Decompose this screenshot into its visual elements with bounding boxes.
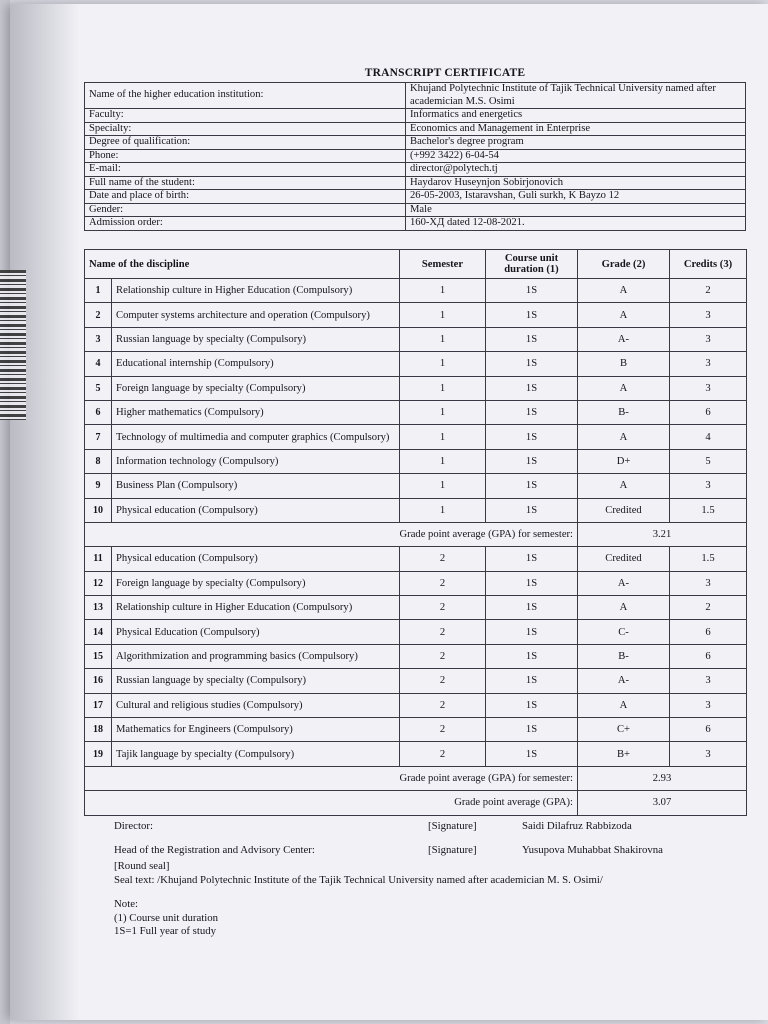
course-duration: 1S [486,620,578,644]
course-credits: 3 [670,376,747,400]
course-grade: B [578,352,670,376]
course-name: Cultural and religious studies (Compulsory) [112,693,400,717]
course-row [85,644,747,668]
course-duration: 1S [486,498,578,522]
course-semester: 1 [400,376,486,400]
signature-row-director [114,820,754,844]
course-duration: 1S [486,474,578,498]
course-row [85,596,747,620]
info-value: 160-ХД dated 12-08-2021. [406,217,746,231]
course-row [85,547,747,571]
course-grade: C- [578,620,670,644]
course-number: 8 [85,449,112,473]
course-credits: 3 [670,474,747,498]
course-number: 15 [85,644,112,668]
course-credits: 6 [670,620,747,644]
course-credits: 4 [670,425,747,449]
course-number: 17 [85,693,112,717]
course-name: Physical education (Compulsory) [112,498,400,522]
signatory-name: Yusupova Muhabbat Shakirovna [522,844,663,856]
course-name: Relationship culture in Higher Education (Compulsory) [112,596,400,620]
course-semester: 1 [400,449,486,473]
course-row [85,693,747,717]
course-grade: A [578,425,670,449]
course-semester: 1 [400,303,486,327]
course-duration: 1S [486,644,578,668]
course-name: Technology of multimedia and computer graphics (Compulsory) [112,425,400,449]
course-row [85,742,747,766]
course-row [85,474,747,498]
course-grade: A [578,474,670,498]
course-name: Mathematics for Engineers (Compulsory) [112,718,400,742]
gpa-row [85,766,747,790]
info-row [85,163,746,177]
course-credits: 1.5 [670,498,747,522]
info-label: Degree of qualification: [85,136,406,150]
header-grade: Grade (2) [578,250,670,279]
course-credits: 3 [670,742,747,766]
info-value: Economics and Management in Enterprise [406,122,746,136]
gpa-label: Grade point average (GPA): [85,791,578,815]
student-info-table [84,82,746,231]
course-credits: 6 [670,718,747,742]
course-credits: 3 [670,693,747,717]
course-row [85,620,747,644]
course-number: 16 [85,669,112,693]
course-credits: 3 [670,352,747,376]
info-value: Khujand Polytechnic Institute of Tajik Technical University named after academician M.S. Osimi [406,83,746,109]
info-value: Haydarov Huseynjon Sobirjonovich [406,176,746,190]
course-duration: 1S [486,400,578,424]
grades-header-row [85,250,747,279]
signature-role: Head of the Registration and Advisory Center: [114,844,315,856]
course-grade: B- [578,400,670,424]
course-row [85,400,747,424]
info-label: Name of the higher education institution: [85,83,406,109]
course-row [85,352,747,376]
course-name: Relationship culture in Higher Education (Compulsory) [112,279,400,303]
course-semester: 2 [400,620,486,644]
course-semester: 2 [400,669,486,693]
course-row [85,425,747,449]
header-semester: Semester [400,250,486,279]
course-name: Business Plan (Compulsory) [112,474,400,498]
gpa-value: 3.07 [578,791,747,815]
course-semester: 1 [400,400,486,424]
course-grade: A- [578,669,670,693]
info-row [85,217,746,231]
info-value: Informatics and energetics [406,109,746,123]
course-row [85,449,747,473]
course-credits: 3 [670,327,747,351]
course-name: Physical education (Compulsory) [112,547,400,571]
scan-shadow [10,4,80,1020]
info-label: Admission order: [85,217,406,231]
info-row [85,122,746,136]
course-semester: 1 [400,474,486,498]
course-semester: 2 [400,718,486,742]
course-duration: 1S [486,718,578,742]
gpa-label: Grade point average (GPA) for semester: [85,522,578,546]
course-duration: 1S [486,449,578,473]
info-label: E-mail: [85,163,406,177]
course-number: 1 [85,279,112,303]
course-number: 11 [85,547,112,571]
course-grade: A [578,596,670,620]
gpa-value: 2.93 [578,766,747,790]
course-row [85,279,747,303]
info-label: Full name of the student: [85,176,406,190]
course-number: 3 [85,327,112,351]
course-number: 7 [85,425,112,449]
course-semester: 1 [400,352,486,376]
course-duration: 1S [486,742,578,766]
course-credits: 1.5 [670,547,747,571]
info-value: Male [406,203,746,217]
page-edge [0,0,10,1024]
grades-table [84,249,747,816]
course-grade: A [578,303,670,327]
course-number: 14 [85,620,112,644]
info-row [85,203,746,217]
info-label: Specialty: [85,122,406,136]
signature-mark: [Signature] [428,820,477,832]
info-value: 26-05-2003, Istaravshan, Guli surkh, K Bayzo 12 [406,190,746,204]
course-name: Foreign language by specialty (Compulsory) [112,571,400,595]
gpa-value: 3.21 [578,522,747,546]
info-row [85,83,746,109]
info-value: (+992 3422) 6-04-54 [406,149,746,163]
course-duration: 1S [486,425,578,449]
course-semester: 2 [400,547,486,571]
document-title: TRANSCRIPT CERTIFICATE [364,67,526,79]
course-credits: 3 [670,669,747,693]
info-label: Faculty: [85,109,406,123]
course-credits: 5 [670,449,747,473]
info-row [85,190,746,204]
course-name: Russian language by specialty (Compulsory) [112,327,400,351]
info-value: Bachelor's degree program [406,136,746,150]
course-semester: 1 [400,498,486,522]
course-semester: 1 [400,425,486,449]
gpa-row [85,791,747,815]
course-number: 4 [85,352,112,376]
course-duration: 1S [486,571,578,595]
seal-label: [Round seal] [114,860,170,872]
course-grade: B+ [578,742,670,766]
course-grade: B- [578,644,670,668]
signature-role: Director: [114,820,153,832]
note-heading: Note: [114,898,138,910]
course-row [85,718,747,742]
course-credits: 3 [670,303,747,327]
info-value: director@polytech.tj [406,163,746,177]
course-duration: 1S [486,376,578,400]
course-name: Higher mathematics (Compulsory) [112,400,400,424]
course-name: Foreign language by specialty (Compulsory) [112,376,400,400]
course-number: 12 [85,571,112,595]
course-duration: 1S [486,669,578,693]
course-grade: Credited [578,547,670,571]
course-semester: 2 [400,693,486,717]
signatory-name: Saidi Dilafruz Rabbizoda [522,820,632,832]
course-name: Physical Education (Compulsory) [112,620,400,644]
course-row [85,669,747,693]
course-number: 18 [85,718,112,742]
course-semester: 2 [400,742,486,766]
course-row [85,327,747,351]
course-grade: D+ [578,449,670,473]
course-grade: A [578,693,670,717]
gpa-label: Grade point average (GPA) for semester: [85,766,578,790]
course-semester: 1 [400,279,486,303]
seal-text: Seal text: /Khujand Polytechnic Institute of the Tajik Technical University named after academician M. S. Osimi/ [114,873,603,886]
course-name: Educational internship (Compulsory) [112,352,400,376]
course-duration: 1S [486,693,578,717]
info-row [85,176,746,190]
header-duration: Course unit duration (1) [486,250,578,279]
course-duration: 1S [486,327,578,351]
info-row [85,109,746,123]
course-number: 19 [85,742,112,766]
course-row [85,571,747,595]
notes-block [114,898,218,939]
course-credits: 2 [670,596,747,620]
course-semester: 1 [400,327,486,351]
signature-mark: [Signature] [428,844,477,856]
info-label: Date and place of birth: [85,190,406,204]
course-number: 6 [85,400,112,424]
header-credits: Credits (3) [670,250,747,279]
course-credits: 2 [670,279,747,303]
header-discipline: Name of the discipline [85,250,400,279]
course-semester: 2 [400,644,486,668]
course-row [85,498,747,522]
course-row [85,376,747,400]
course-credits: 3 [670,571,747,595]
gpa-row [85,522,747,546]
course-number: 10 [85,498,112,522]
course-number: 2 [85,303,112,327]
course-duration: 1S [486,279,578,303]
course-name: Russian language by specialty (Compulsory) [112,669,400,693]
course-number: 5 [85,376,112,400]
barcode-sticker [0,270,26,420]
course-credits: 6 [670,400,747,424]
course-semester: 2 [400,571,486,595]
info-label: Gender: [85,203,406,217]
course-name: Information technology (Compulsory) [112,449,400,473]
note-line-2: 1S=1 Full year of study [114,925,217,937]
course-name: Computer systems architecture and operation (Compulsory) [112,303,400,327]
course-duration: 1S [486,596,578,620]
course-credits: 6 [670,644,747,668]
course-grade: C+ [578,718,670,742]
course-duration: 1S [486,352,578,376]
course-grade: Credited [578,498,670,522]
course-name: Algorithmization and programming basics (Compulsory) [112,644,400,668]
course-grade: A- [578,327,670,351]
course-duration: 1S [486,547,578,571]
info-label: Phone: [85,149,406,163]
note-line-1: (1) Course unit duration [114,911,219,924]
course-number: 13 [85,596,112,620]
course-duration: 1S [486,303,578,327]
course-grade: A [578,376,670,400]
course-grade: A [578,279,670,303]
seal-block [114,860,603,887]
info-row [85,149,746,163]
course-name: Tajik language by specialty (Compulsory) [112,742,400,766]
course-semester: 2 [400,596,486,620]
course-grade: A- [578,571,670,595]
course-row [85,303,747,327]
course-number: 9 [85,474,112,498]
info-row [85,136,746,150]
